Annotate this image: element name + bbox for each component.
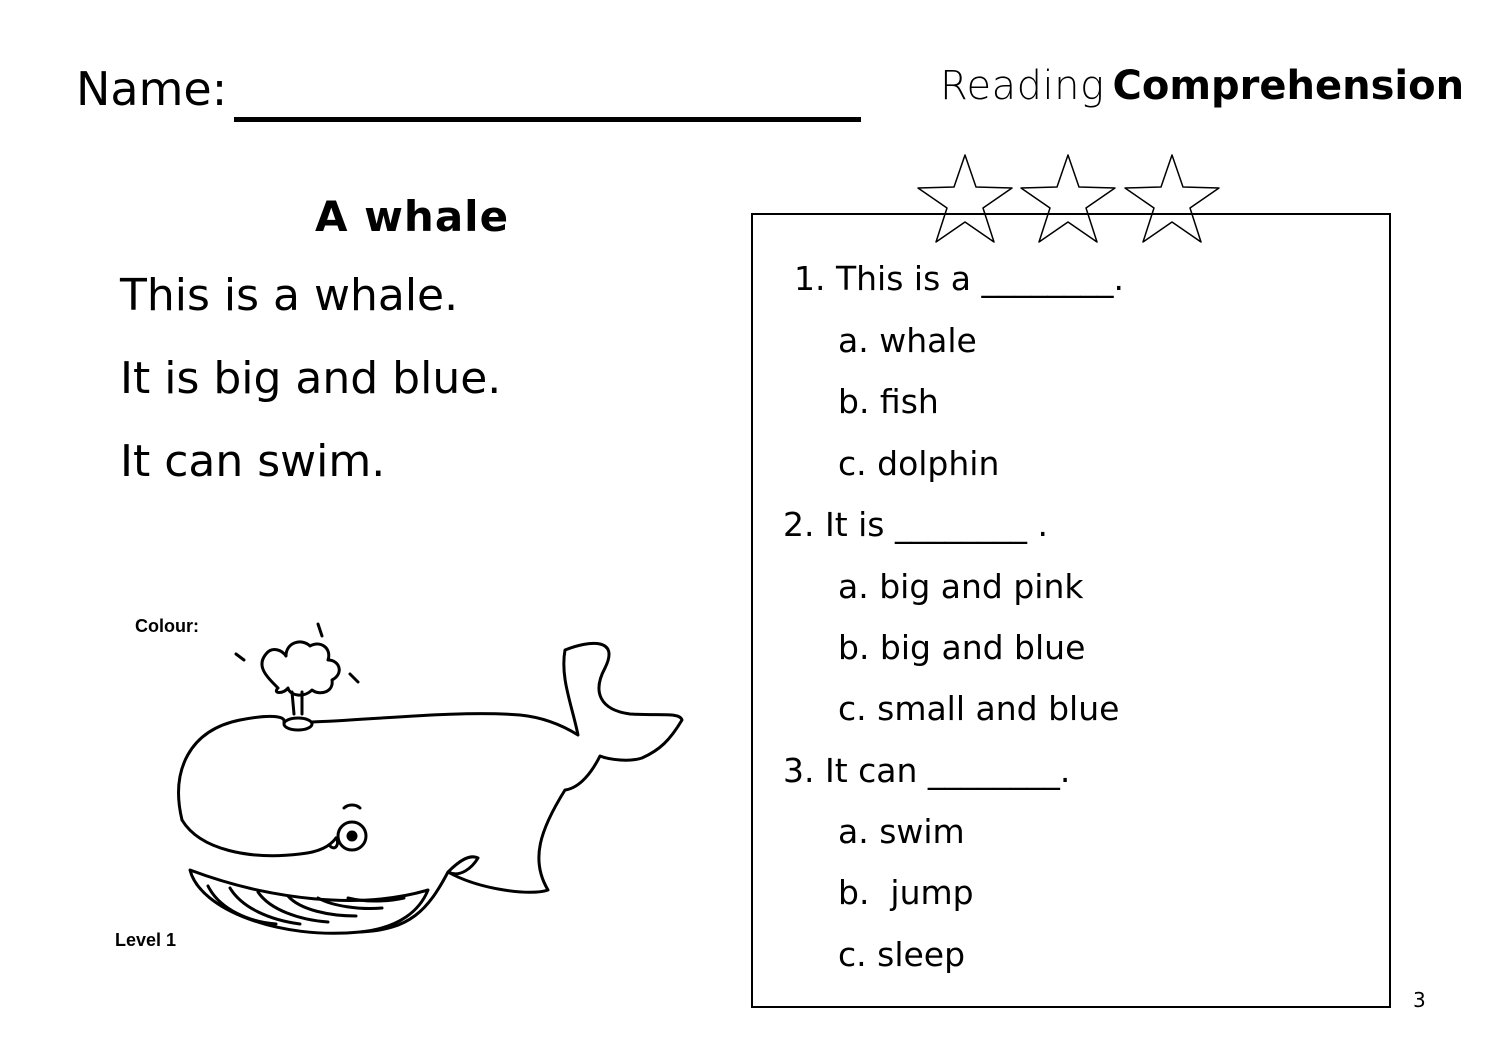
question-prompt: 2. It is ________ . bbox=[783, 505, 1048, 544]
answer-option[interactable]: c. sleep bbox=[838, 935, 966, 974]
answer-option[interactable]: a. big and pink bbox=[838, 567, 1084, 606]
answer-option[interactable]: a. swim bbox=[838, 812, 965, 851]
colour-label: Colour: bbox=[135, 616, 199, 636]
answer-option[interactable]: c. small and blue bbox=[838, 689, 1120, 728]
title-comprehension: Comprehension bbox=[1112, 63, 1465, 109]
worksheet-title bbox=[940, 63, 1465, 109]
story-title: A whale bbox=[315, 192, 510, 241]
name-blank-line[interactable] bbox=[234, 117, 861, 122]
level-label: Level 1 bbox=[115, 930, 177, 950]
whale-drawing-icon bbox=[160, 610, 690, 950]
question-prompt: 1. This is a ________. bbox=[794, 259, 1124, 298]
answer-option[interactable]: b. jump bbox=[838, 873, 974, 912]
answer-option[interactable]: b. big and blue bbox=[838, 628, 1086, 667]
question-prompt: 3. It can ________. bbox=[783, 751, 1071, 790]
story-line: It is big and blue. bbox=[120, 353, 502, 404]
page-number: 3 bbox=[1413, 988, 1426, 1012]
name-label: Name: bbox=[76, 62, 228, 116]
answer-option[interactable]: a. whale bbox=[838, 321, 977, 360]
answer-option[interactable]: c. dolphin bbox=[838, 444, 1000, 483]
title-reading: Reading bbox=[940, 63, 1105, 109]
story-line: It can swim. bbox=[120, 436, 386, 487]
story-line: This is a whale. bbox=[120, 270, 459, 321]
answer-option[interactable]: b. fish bbox=[838, 382, 939, 421]
